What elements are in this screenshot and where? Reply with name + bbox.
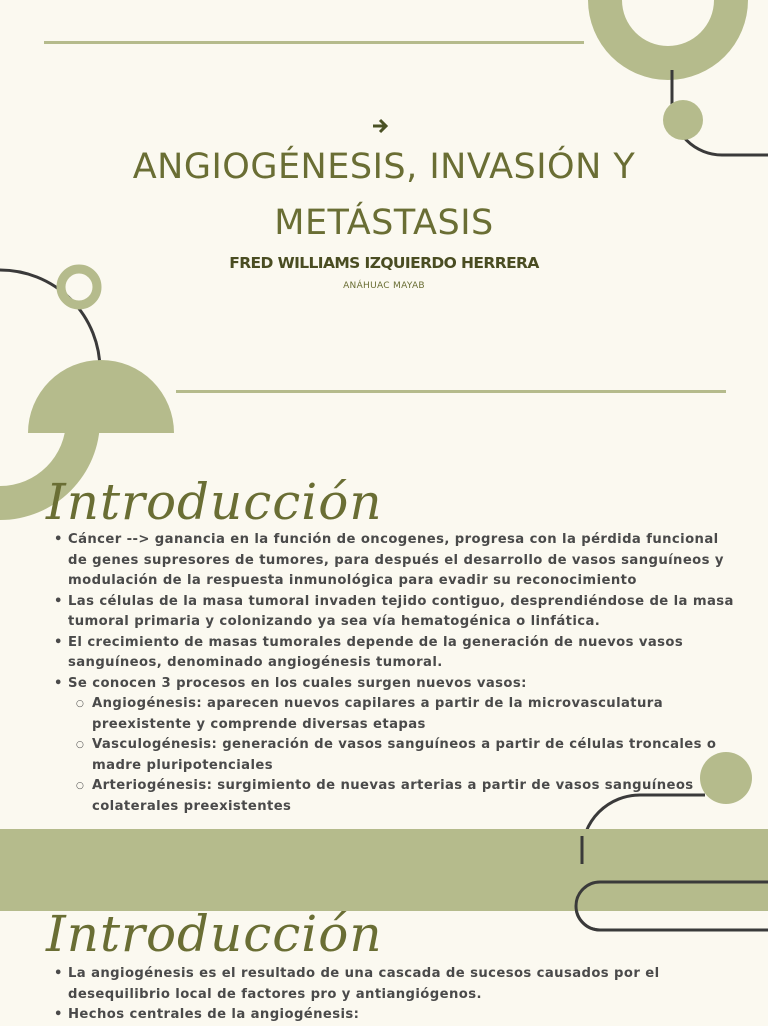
middle-divider [176,390,726,393]
section-2-heading: Introducción [46,905,383,963]
institution-name: ANÁHUAC MAYAB [343,281,425,291]
page-title-line-1: ANGIOGÉNESIS, INVASIÓN Y [132,147,636,187]
left-half-circle [28,360,174,433]
sub-list-item: ○ Arteriogénesis: surgimiento de nuevas arterias a partir de vasos sanguíneos colaterales preexistentes [68,776,736,817]
top-right-ring [588,0,748,80]
list-item-text: Se conocen 3 procesos en los cuales surgen nuevos vasos: [68,675,527,691]
list-item: • Hechos centrales de la angiogénesis: [46,1005,736,1026]
list-item [46,674,736,818]
list-item: • El crecimiento de masas tumorales depende de la generación de nuevos vasos sanguíneos, denominado angiogénesis tumoral. [46,633,736,674]
section-1-list [46,530,736,817]
list-item: • Las células de la masa tumoral invaden tejido contiguo, desprendiéndose de la masa tumoral primaria y colonizando ya sea vía hematogénica o linfática. [46,592,736,633]
sub-list-item: ○ Angiogénesis: aparecen nuevos capilares a partir de la microvasculatura preexistente y comprende diversas etapas [68,694,736,735]
list-item: • La angiogénesis es el resultado de una cascada de sucesos causados por el desequilibrio local de factores pro y antiangiógenos. [46,964,736,1005]
sub-list [68,694,736,817]
section-1-heading: Introducción [46,473,383,531]
section-divider-band [0,829,768,911]
list-item: • Cáncer --> ganancia en la función de oncogenes, progresa con la pérdida funcional de genes supresores de tumores, para después el desarrollo de vasos sanguíneos y modulación de la respuesta inmunológica para evadir su reconocimiento [46,530,736,592]
page-title-line-2: METÁSTASIS [274,203,494,243]
top-right-dot [663,100,703,140]
top-divider [44,41,584,44]
sub-list-item: ○ Vasculogénesis: generación de vasos sanguíneos a partir de células troncales o madre pluripotenciales [68,735,736,776]
arrow-right-icon [371,117,393,135]
section-2-list [46,964,736,1026]
author-name: FRED WILLIAMS IZQUIERDO HERRERA [229,254,539,272]
